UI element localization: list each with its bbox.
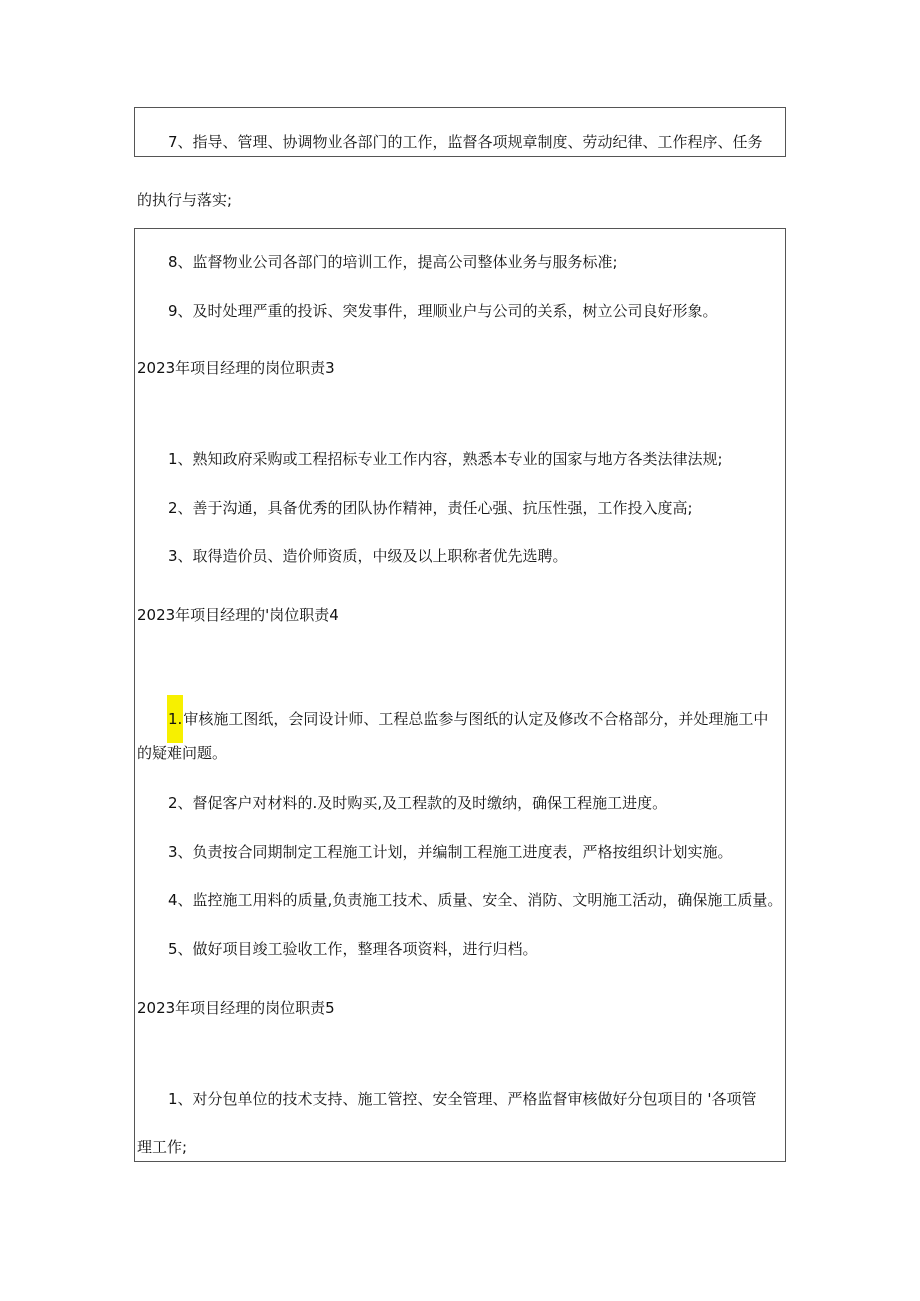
item-9: 9、及时处理严重的投诉、突发事件，理顺业户与公司的关系，树立公司良好形象。 [168,302,718,320]
section-4-item-5: 5、做好项目竣工验收工作，整理各项资料，进行归档。 [168,940,538,958]
highlighted-number: 1. [167,695,183,743]
section-4-item-1-text: 审核施工图纸，会同设计师、工程总监参与图纸的认定及修改不合格部分，并处理施工中 [183,710,769,728]
section-4-heading: 2023年项目经理的'岗位职责4 [137,606,339,624]
section-4-item-1-line-1 [168,695,768,743]
section-4-item-2: 2、督促客户对材料的.及时购买,及工程款的及时缴纳，确保工程施工进度。 [168,794,668,812]
section-5-item-1-line-1: 1、对分包单位的技术支持、施工管控、安全管理、严格监督审核做好分包项目的 '各项管 [168,1090,757,1108]
section-4-item-3: 3、负责按合同期制定工程施工计划，并编制工程施工进度表，严格按组织计划实施。 [168,843,733,861]
section-3-item-2: 2、善于沟通，具备优秀的团队协作精神，责任心强、抗压性强，工作投入度高; [168,499,693,517]
section-5-item-1-line-2: 理工作; [137,1138,188,1156]
item-7-line-1: 7、指导、管理、协调物业各部门的工作，监督各项规章制度、劳动纪律、工作程序、任务 [168,133,763,151]
section-3-item-1: 1、熟知政府采购或工程招标专业工作内容，熟悉本专业的国家与地方各类法律法规; [168,450,723,468]
section-3-heading: 2023年项目经理的岗位职责3 [137,359,335,377]
item-8: 8、监督物业公司各部门的培训工作，提高公司整体业务与服务标准; [168,253,618,271]
section-4-item-1-line-2: 的疑难问题。 [137,744,228,762]
section-5-heading: 2023年项目经理的岗位职责5 [137,999,335,1017]
section-4-item-4: 4、监控施工用料的质量,负责施工技术、质量、安全、消防、文明施工活动，确保施工质量。 [168,891,783,909]
section-3-item-3: 3、取得造价员、造价师资质，中级及以上职称者优先选聘。 [168,547,568,565]
item-7-line-2: 的执行与落实; [137,191,233,209]
